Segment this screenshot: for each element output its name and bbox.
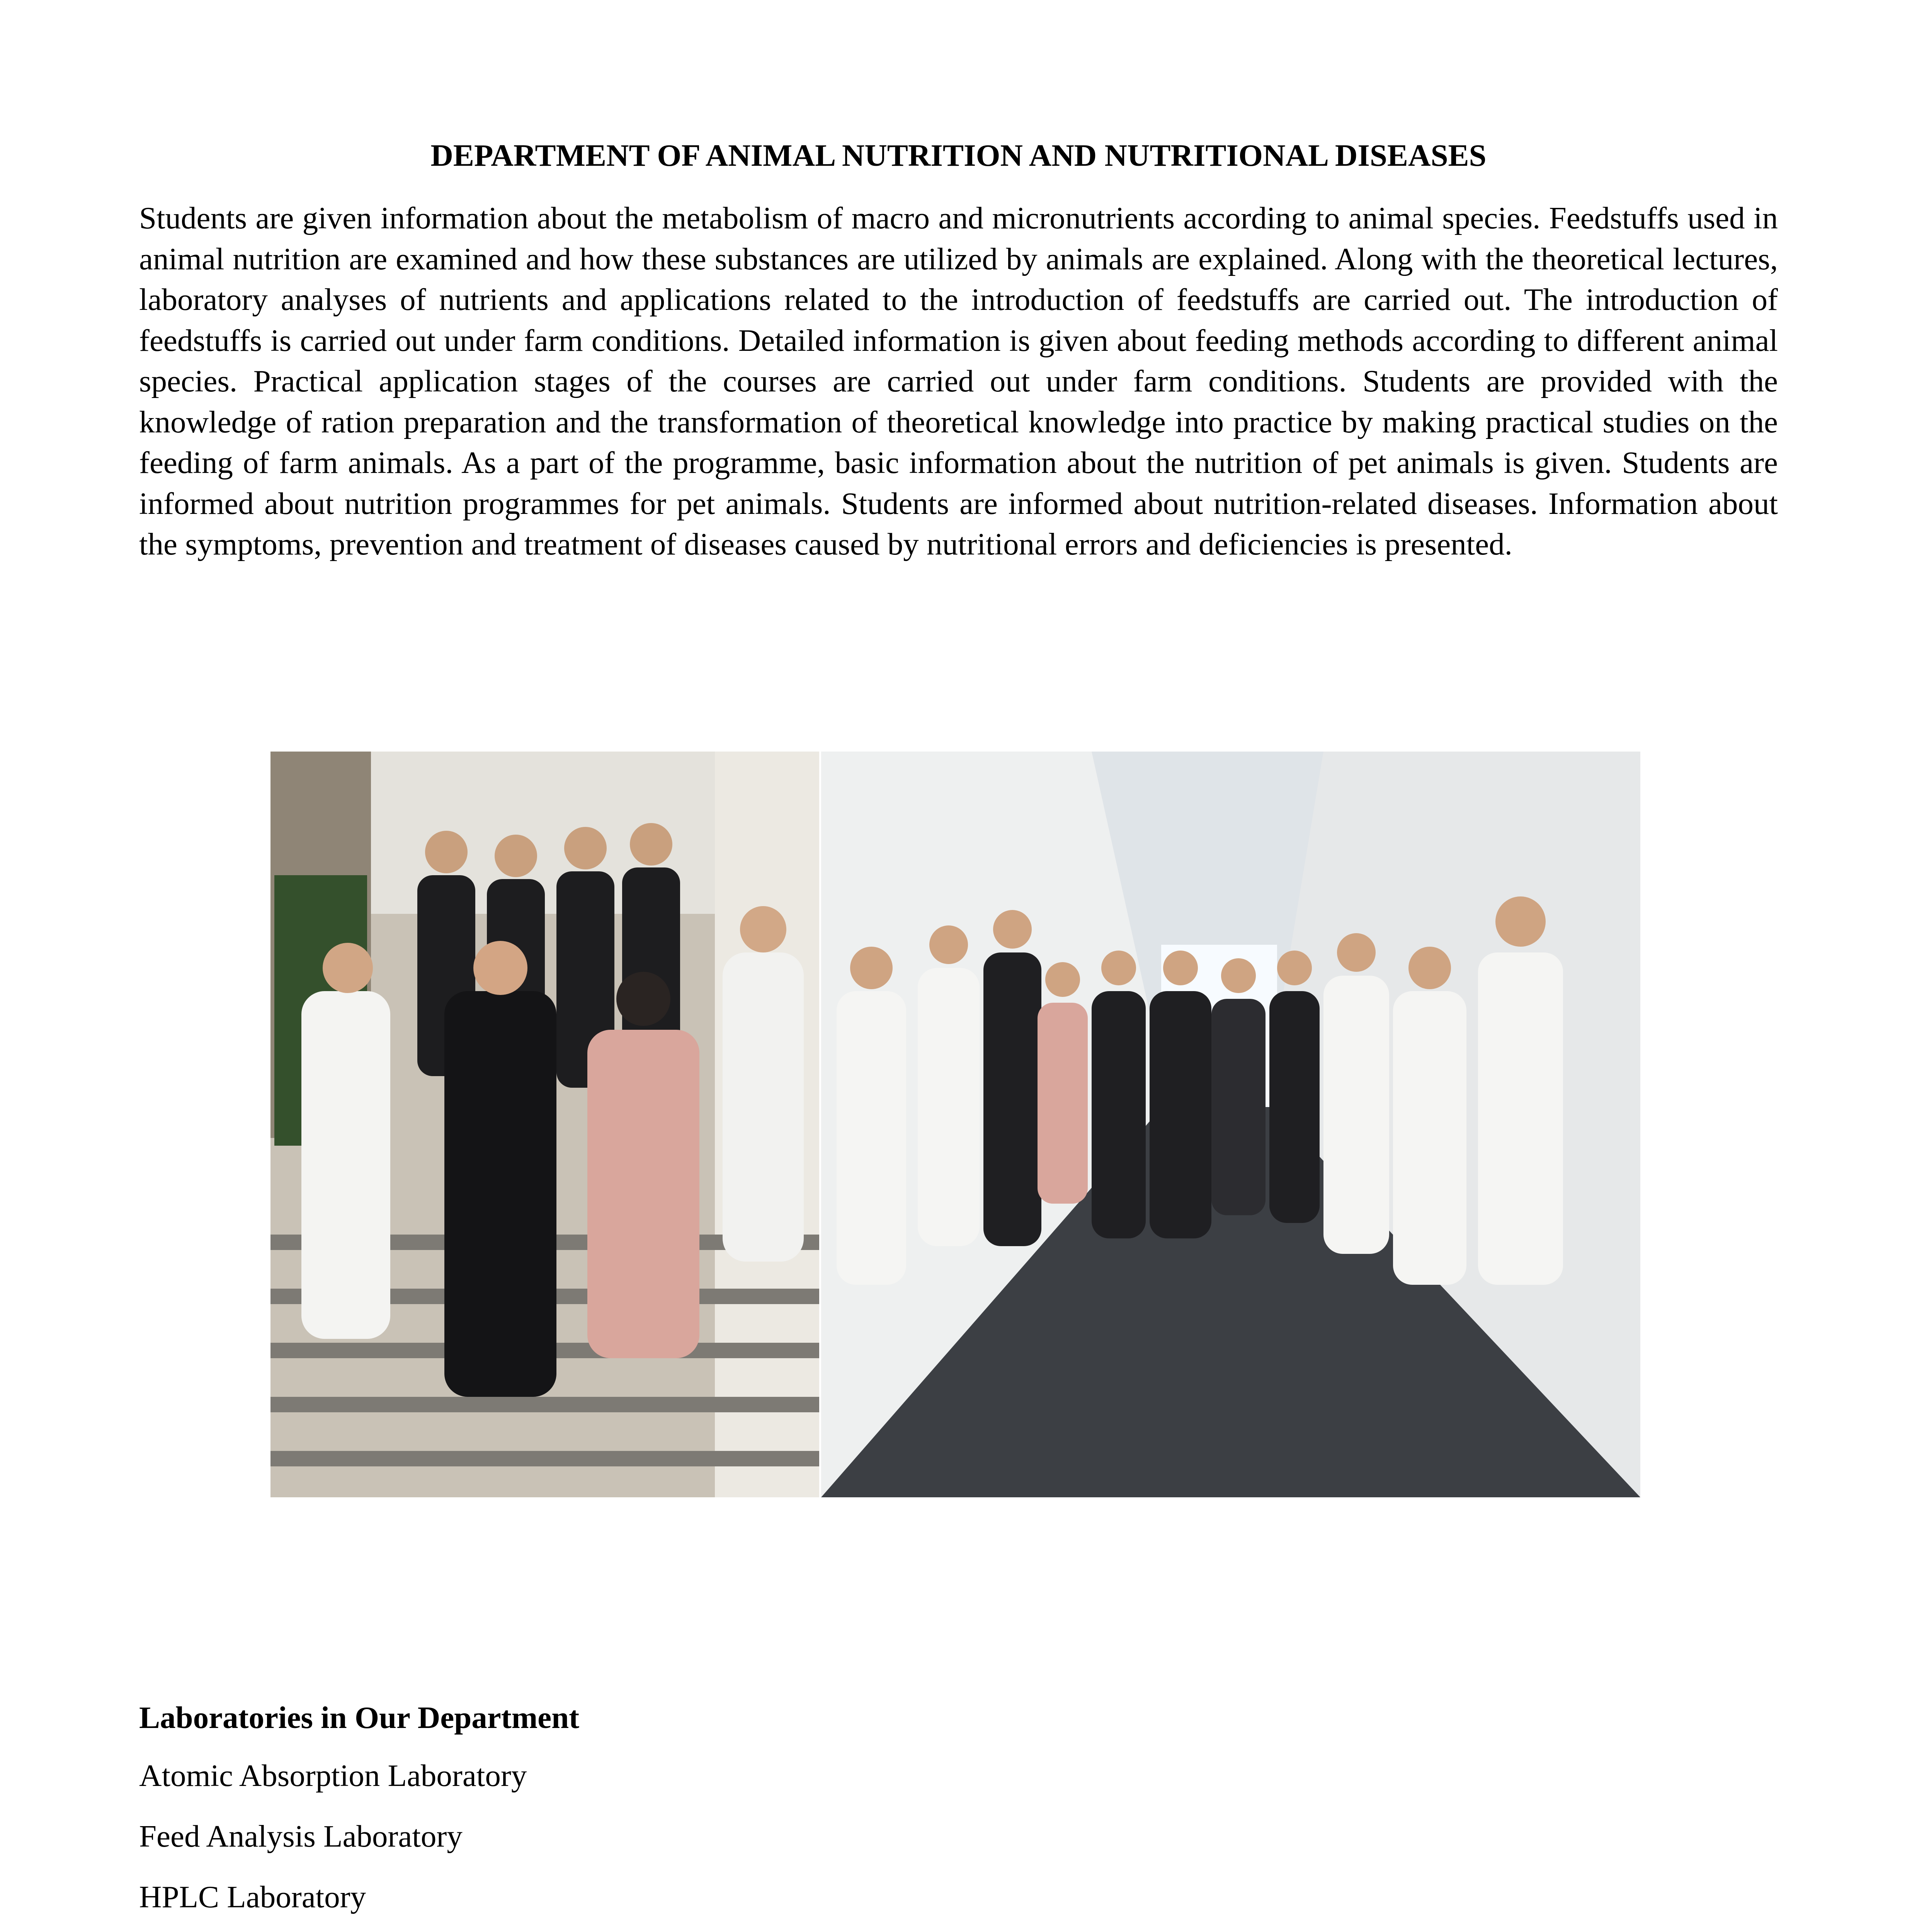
group-photo-corridor [821, 752, 1640, 1497]
group-photo-staircase [270, 752, 819, 1497]
list-item: Feed Analysis Laboratory [139, 1819, 463, 1854]
list-item: HPLC Laboratory [139, 1879, 366, 1914]
page-title: DEPARTMENT OF ANIMAL NUTRITION AND NUTRITIONAL DISEASES [430, 138, 1487, 173]
laboratories-list [139, 1756, 752, 1932]
laboratories-heading: Laboratories in Our Department [139, 1700, 580, 1735]
list-item: Atomic Absorption Laboratory [139, 1758, 527, 1793]
intro-paragraph: Students are given information about the metabolism of macro and micronutrients according to animal species. Feedstuffs used in animal nutrition are examined and how these substances are utilized by animals are explained. Along with the theoretical lectures, laboratory analyses of nutrients and applications related to the introduction of feedstuffs are carried out. The introduction of feedstuffs is carried out under farm conditions. Detailed information is given about feeding methods according to different animal species. Practical application stages of the courses are carried out under farm conditions. Students are provided with the knowledge of ration preparation and the transformation of theoretical knowledge into practice by making practical studies on the feeding of farm animals. As a part of the programme, basic information about the nutrition of pet animals is given. Students are informed about nutrition programmes for pet animals. Students are informed about nutrition-related diseases. Information about the symptoms, prevention and treatment of diseases caused by nutritional errors and deficiencies is presented. [139, 201, 1778, 561]
